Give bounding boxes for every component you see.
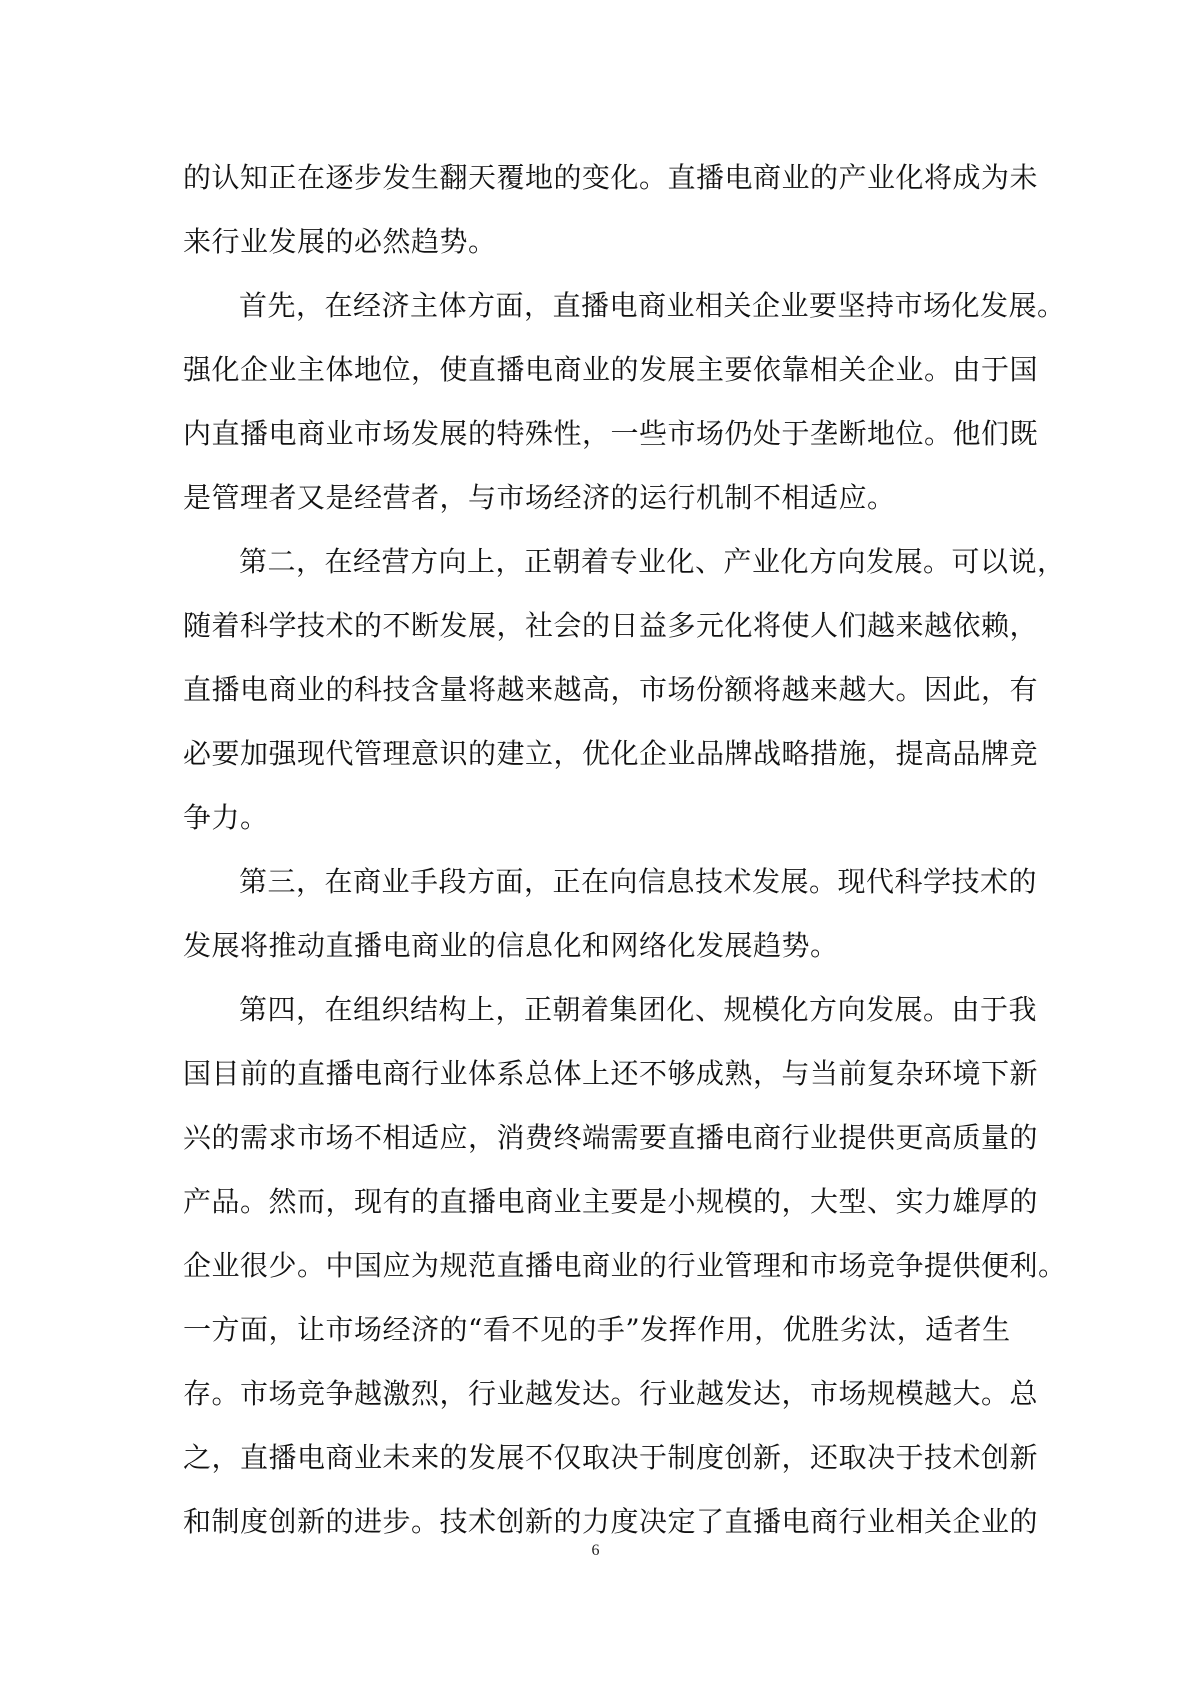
text-line: 的认知正在逐步发生翻天覆地的变化。直播电商业的产业化将成为未 [183,161,1039,194]
text-line: 争力。 [183,801,269,834]
text-line: 之，直播电商业未来的发展不仅取决于制度创新，还取决于技术创新 [183,1441,1039,1474]
text-line: 直播电商业的科技含量将越来越高，市场份额将越来越大。因此，有 [183,673,1039,706]
paragraph-2 [183,274,1066,530]
paragraph-4 [183,850,1038,978]
text-line: 第三，在商业手段方面，正在向信息技术发展。现代科学技术的 [239,865,1038,898]
text-line: 兴的需求市场不相适应，消费终端需要直播电商行业提供更高质量的 [183,1121,1039,1154]
text-line: 存。市场竞争越激烈，行业越发达。行业越发达，市场规模越大。总 [183,1377,1039,1410]
text-line: 国目前的直播电商行业体系总体上还不够成熟，与当前复杂环境下新 [183,1057,1039,1090]
text-line: 内直播电商业市场发展的特殊性，一些市场仍处于垄断地位。他们既 [183,417,1039,450]
text-line: 是管理者又是经营者，与市场经济的运行机制不相适应。 [183,481,896,514]
text-line: 第四，在组织结构上，正朝着集团化、规模化方向发展。由于我 [239,993,1038,1026]
paragraph-3 [183,530,1066,850]
text-line: 一方面，让市场经济的“看不见的手”发挥作用，优胜劣汰，适者生 [183,1313,1011,1346]
text-line: 和制度创新的进步。技术创新的力度决定了直播电商行业相关企业的 [183,1505,1039,1538]
text-line: 来行业发展的必然趋势。 [183,225,497,258]
text-line: 必要加强现代管理意识的建立，优化企业品牌战略措施，提高品牌竞 [183,737,1039,770]
paragraph-1 [183,146,1039,274]
text-line: 强化企业主体地位，使直播电商业的发展主要依靠相关企业。由于国 [183,353,1039,386]
paragraph-5 [183,978,1067,1554]
body-text [183,146,1067,1554]
text-line: 企业很少。中国应为规范直播电商业的行业管理和市场竞争提供便利。 [183,1249,1067,1282]
text-line: 发展将推动直播电商业的信息化和网络化发展趋势。 [183,929,839,962]
text-line: 第二，在经营方向上，正朝着专业化、产业化方向发展。可以说， [239,545,1066,578]
text-line: 产品。然而，现有的直播电商业主要是小规模的，大型、实力雄厚的 [183,1185,1039,1218]
text-line: 随着科学技术的不断发展，社会的日益多元化将使人们越来越依赖， [183,609,1039,642]
text-line: 首先，在经济主体方面，直播电商业相关企业要坚持市场化发展。 [239,289,1066,322]
page-number: 6 [591,1542,600,1559]
